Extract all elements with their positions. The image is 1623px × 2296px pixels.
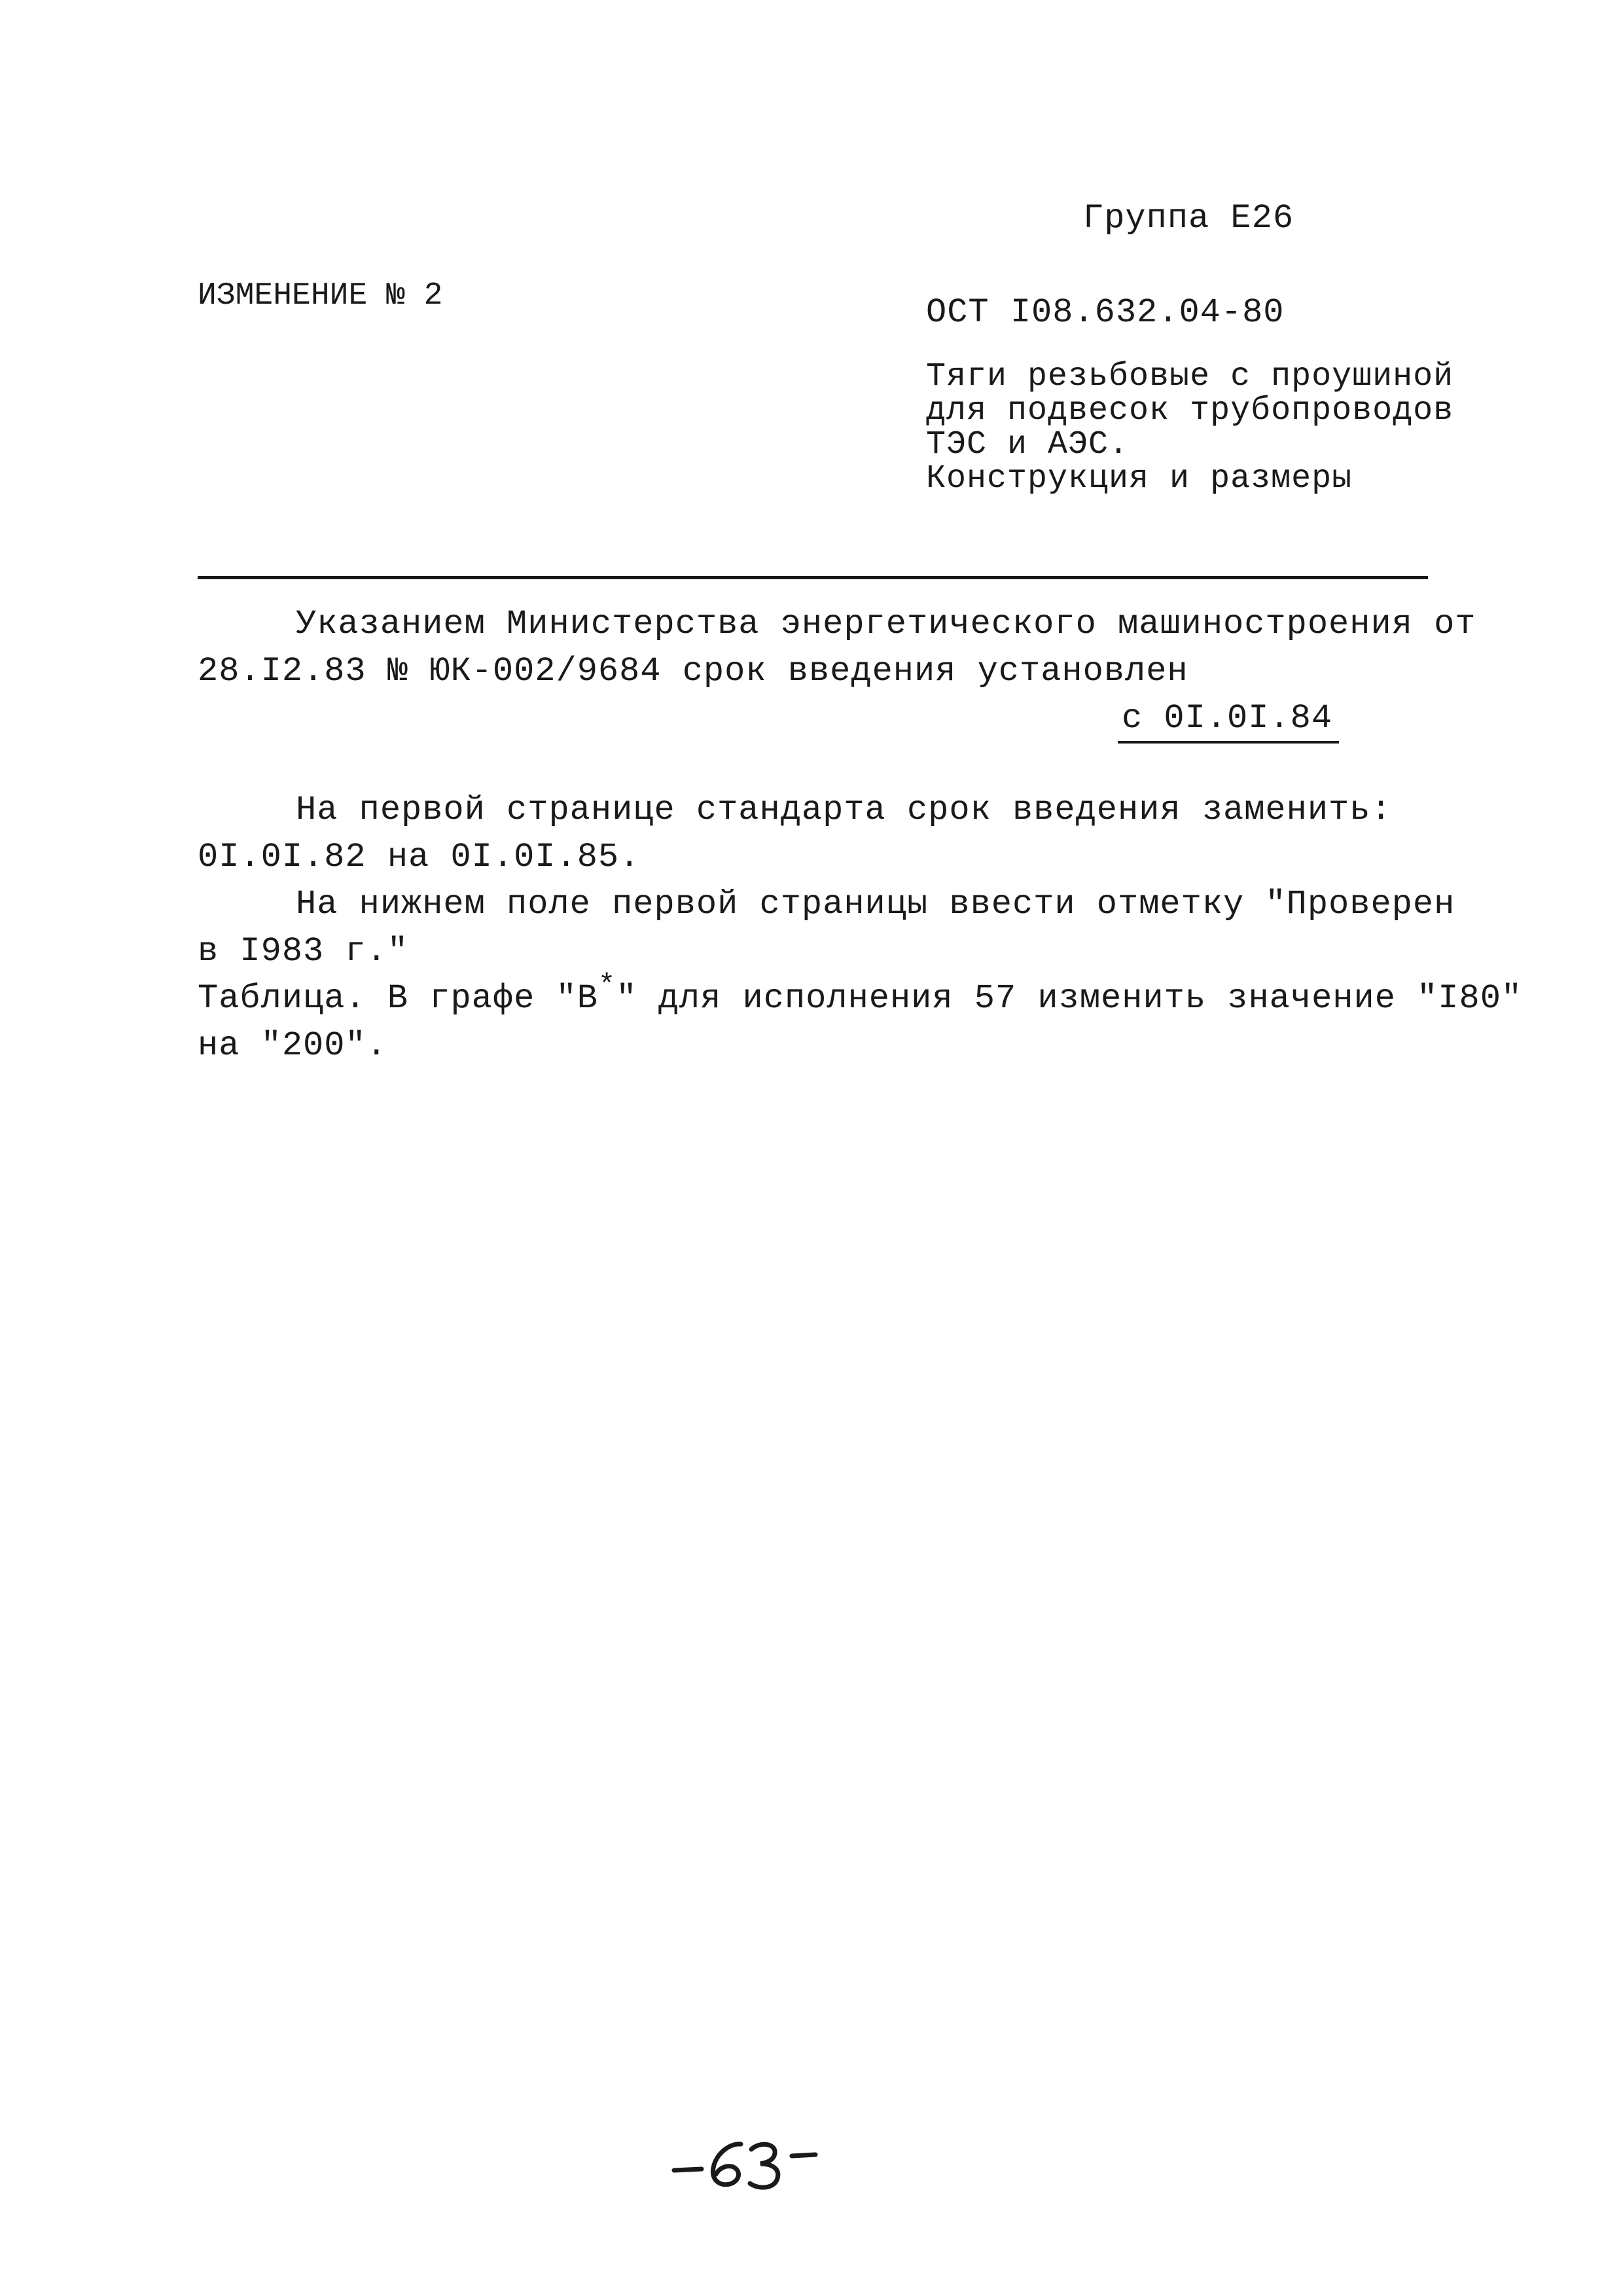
paragraph-2-line-1: На первой странице стандарта срок введения заменить: [296,791,1392,829]
paragraph-4-prefix: Таблица. В графе "В [198,979,598,1018]
intro-line-2: 28.I2.83 № ЮК-002/9684 срок введения установлен [198,652,1188,691]
paragraph-4-suffix: " для исполнения 57 изменить значение "I80" [616,979,1523,1018]
group-label: Группа Е26 [1083,199,1294,238]
subject-line: Конструкция и размеры [926,460,1353,497]
subject-line: для подвесок трубопроводов [926,392,1454,429]
header-divider [198,576,1428,579]
effective-date: с 0I.0I.84 [1118,702,1339,744]
change-title: ИЗМЕНЕНИЕ № 2 [198,278,443,314]
paragraph-2-line-2: 0I.0I.82 на 0I.0I.85. [198,838,641,876]
subject-line: Тяги резьбовые с проушиной [926,358,1454,395]
handwritten-page-number [668,2127,825,2199]
subject-line: ТЭС и АЭС. [926,426,1130,463]
paragraph-3-line-2: в I983 г." [198,932,409,971]
paragraph-4-line-2: на "200". [198,1026,387,1065]
asterisk-mark: * [597,969,616,1002]
intro-line-1: Указанием Министерства энергетического машиностроения от [296,605,1476,643]
standard-subject [926,360,1454,496]
paragraph-3-line-1: На нижнем поле первой страницы ввести отметку "Проверен [296,885,1455,924]
standard-code: ОСТ I08.632.04-80 [926,293,1285,332]
paragraph-4-line-1 [198,969,1523,1018]
